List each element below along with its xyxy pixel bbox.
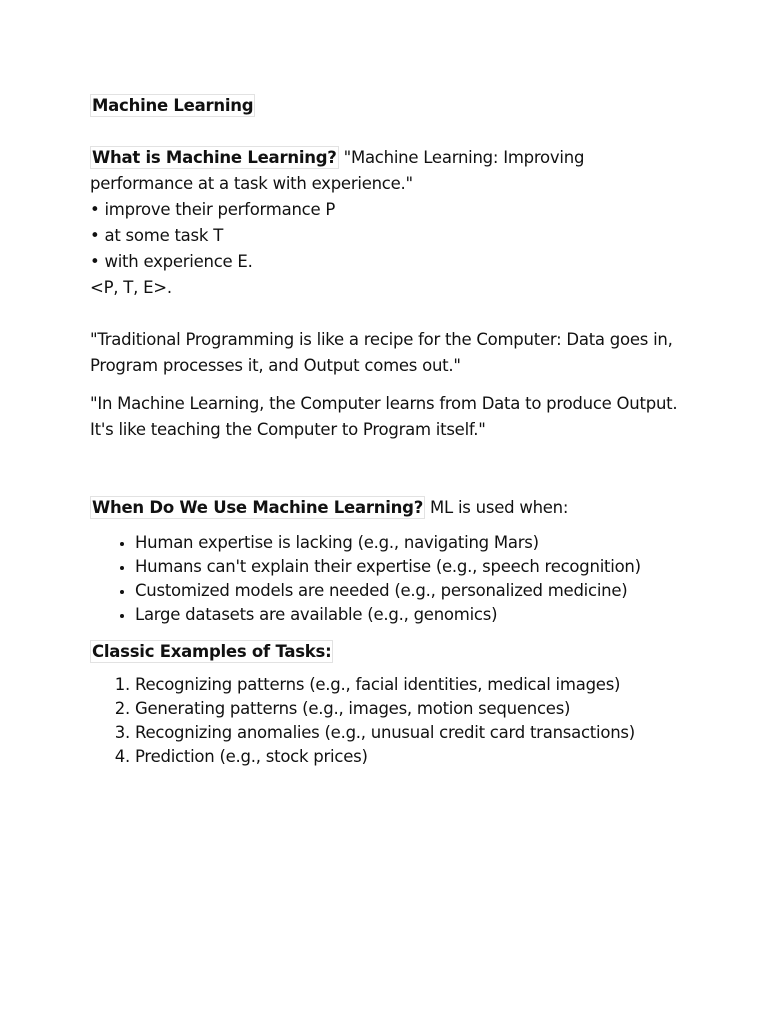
- definition-quote: "Machine Learning: Improving performance at a task with experience.": [90, 148, 585, 193]
- when-heading: When Do We Use Machine Learning?: [92, 498, 424, 517]
- list-item: • Humans can't explain their expertise (e.g., speech recognition): [135, 555, 690, 579]
- definition-line: • with experience E.: [90, 252, 253, 271]
- classic-heading: Classic Examples of Tasks:: [92, 642, 332, 661]
- definition-section: [90, 145, 690, 301]
- machine-learning-quote: "In Machine Learning, the Computer learns from Data to produce Output. It's like teaching the Computer to Program itself.": [90, 394, 678, 439]
- list-item: 1. Recognizing patterns (e.g., facial identities, medical images): [135, 673, 690, 697]
- list-item: 2. Generating patterns (e.g., images, motion sequences): [135, 697, 690, 721]
- when-intro: ML is used when:: [430, 498, 569, 517]
- definition-line: • improve their performance P: [90, 200, 336, 219]
- list-item: 4. Prediction (e.g., stock prices): [135, 745, 690, 769]
- classic-section-heading-line: [90, 639, 690, 665]
- classic-list: [90, 673, 690, 769]
- list-item: • Customized models are needed (e.g., personalized medicine): [135, 579, 690, 603]
- list-item: 3. Recognizing anomalies (e.g., unusual credit card transactions): [135, 721, 690, 745]
- traditional-programming-quote: "Traditional Programming is like a recipe for the Computer: Data goes in, Program processes it, and Output comes out.": [90, 330, 673, 375]
- list-item: • Human expertise is lacking (e.g., navigating Mars): [135, 531, 690, 555]
- definition-line: <P, T, E>.: [90, 278, 172, 297]
- list-item: • Large datasets are available (e.g., genomics): [135, 603, 690, 627]
- definition-line: • at some task T: [90, 226, 224, 245]
- when-section-intro: [90, 495, 690, 521]
- definition-paragraph: [90, 145, 690, 197]
- document-title-line: [90, 93, 690, 119]
- document-title: Machine Learning: [92, 96, 254, 115]
- document-body: [90, 93, 690, 769]
- what-heading: What is Machine Learning?: [92, 148, 337, 167]
- when-list: [90, 531, 690, 627]
